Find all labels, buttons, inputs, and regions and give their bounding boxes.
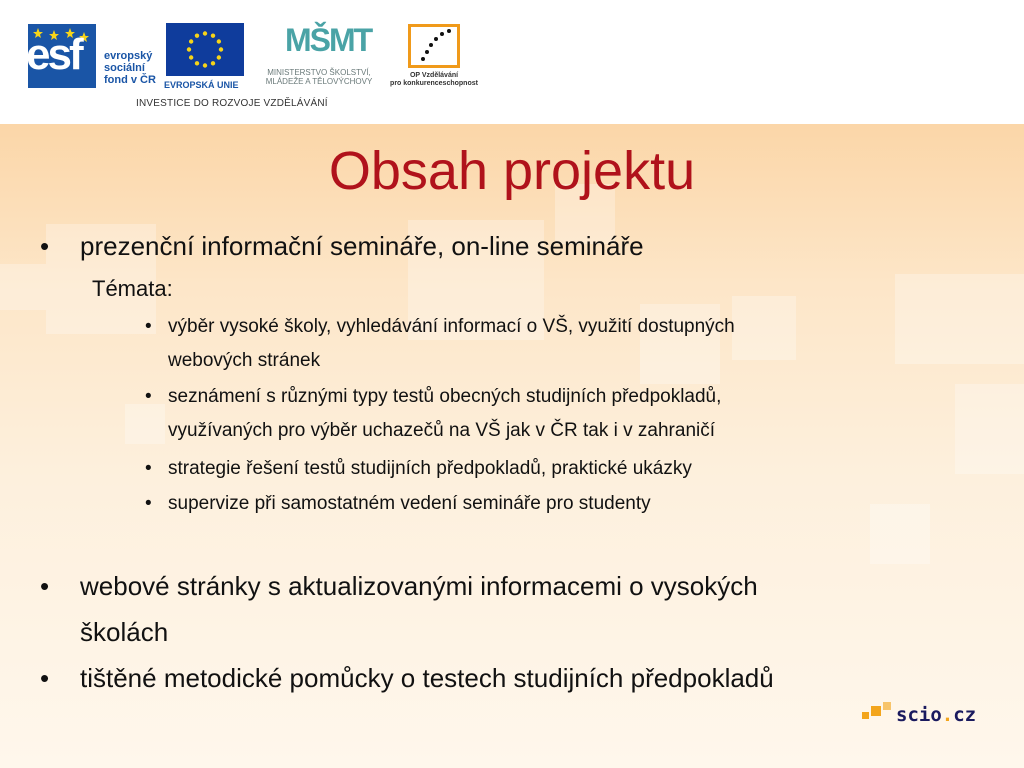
esf-logo-line: fond v ČR [104, 74, 156, 86]
op-dots-icon [411, 27, 457, 65]
decor-square [0, 264, 46, 310]
sub-bullet-item: výběr vysoké školy, vyhledávání informací o VŠ, využití dostupných [168, 316, 735, 337]
bullet-item: webové stránky s aktualizovanými informacemi o vysokých [80, 571, 758, 601]
bullet-item-cont: školách [80, 617, 169, 647]
scio-logo-icon [871, 706, 881, 716]
bullet-item: tištěné metodické pomůcky o testech studijních předpokladů [80, 663, 774, 693]
eu-star-icon [211, 61, 215, 65]
slide-title: Obsah projektu [328, 141, 696, 201]
eu-flag-icon [166, 23, 244, 76]
eu-stars-icon [166, 23, 244, 76]
sub-bullet-marker: • [145, 458, 152, 479]
eu-star-icon [189, 55, 193, 59]
logo-header [0, 0, 1024, 124]
bullet-marker: • [40, 571, 50, 601]
eu-star-icon [211, 33, 215, 37]
eu-star-icon [195, 61, 199, 65]
op-logo-line: OP Vzdělávání [409, 72, 459, 79]
bullet-item: prezenční informační semináře, on-line semináře [80, 231, 644, 261]
eu-star-icon [217, 55, 221, 59]
decor-square [870, 504, 930, 564]
decor-square [895, 274, 1024, 364]
eu-star-icon [217, 39, 221, 43]
eu-star-icon [195, 33, 199, 37]
scio-brand-name: scio [896, 704, 942, 726]
eu-logo-label: EVROPSKÁ UNIE [164, 80, 239, 90]
sub-bullet-item: strategie řešení testů studijních předpokladů, praktické ukázky [168, 458, 692, 479]
esf-logo-text [104, 50, 156, 86]
decor-square [732, 296, 796, 360]
scio-brand-dot: . [941, 704, 954, 726]
sub-bullet-marker: • [145, 386, 152, 407]
sub-bullet-item: supervize při samostatném vedení semináře pro studenty [168, 493, 651, 514]
sub-bullet-item-cont: webových stránek [168, 350, 321, 371]
scio-brand-tld: cz [953, 704, 977, 726]
msmt-logo-line: MINISTERSTVO ŠKOLSTVÍ, [267, 68, 371, 77]
op-logo-line: pro konkurenceschopnost [390, 80, 478, 87]
scio-logo-text [896, 704, 976, 726]
sub-bullet-marker: • [145, 316, 152, 337]
eu-star-icon [203, 63, 207, 67]
decor-square [955, 384, 1024, 474]
op-logo-text [390, 72, 478, 88]
esf-logo-line: evropský [104, 50, 153, 62]
sub-bullet-item: seznámení s různými typy testů obecných studijních předpokladů, [168, 386, 722, 407]
msmt-logo-mark: MŠMT [285, 22, 372, 58]
sub-bullet-item-cont: využívaných pro výběr uchazečů na VŠ jak v ČR tak i v zahraničí [168, 420, 716, 441]
bullet-marker: • [40, 231, 50, 261]
msmt-logo-line: MLÁDEŽE A TĚLOVÝCHOVY [265, 77, 373, 86]
eu-star-icon [219, 47, 223, 51]
eu-star-icon [189, 39, 193, 43]
eu-star-icon [203, 31, 207, 35]
eu-star-icon [187, 47, 191, 51]
sub-bullet-marker: • [145, 493, 152, 514]
msmt-logo-text [252, 68, 386, 86]
investice-tagline: INVESTICE DO ROZVOJE VZDĚLÁVÁNÍ [136, 98, 328, 109]
scio-logo-icon [862, 712, 869, 719]
esf-logo-line: sociální [104, 62, 145, 74]
op-logo-icon [408, 24, 460, 68]
bullet-marker: • [40, 663, 50, 693]
scio-logo-icon [883, 702, 891, 710]
subheading: Témata: [92, 276, 173, 301]
esf-logo-mark: esf [26, 30, 81, 79]
